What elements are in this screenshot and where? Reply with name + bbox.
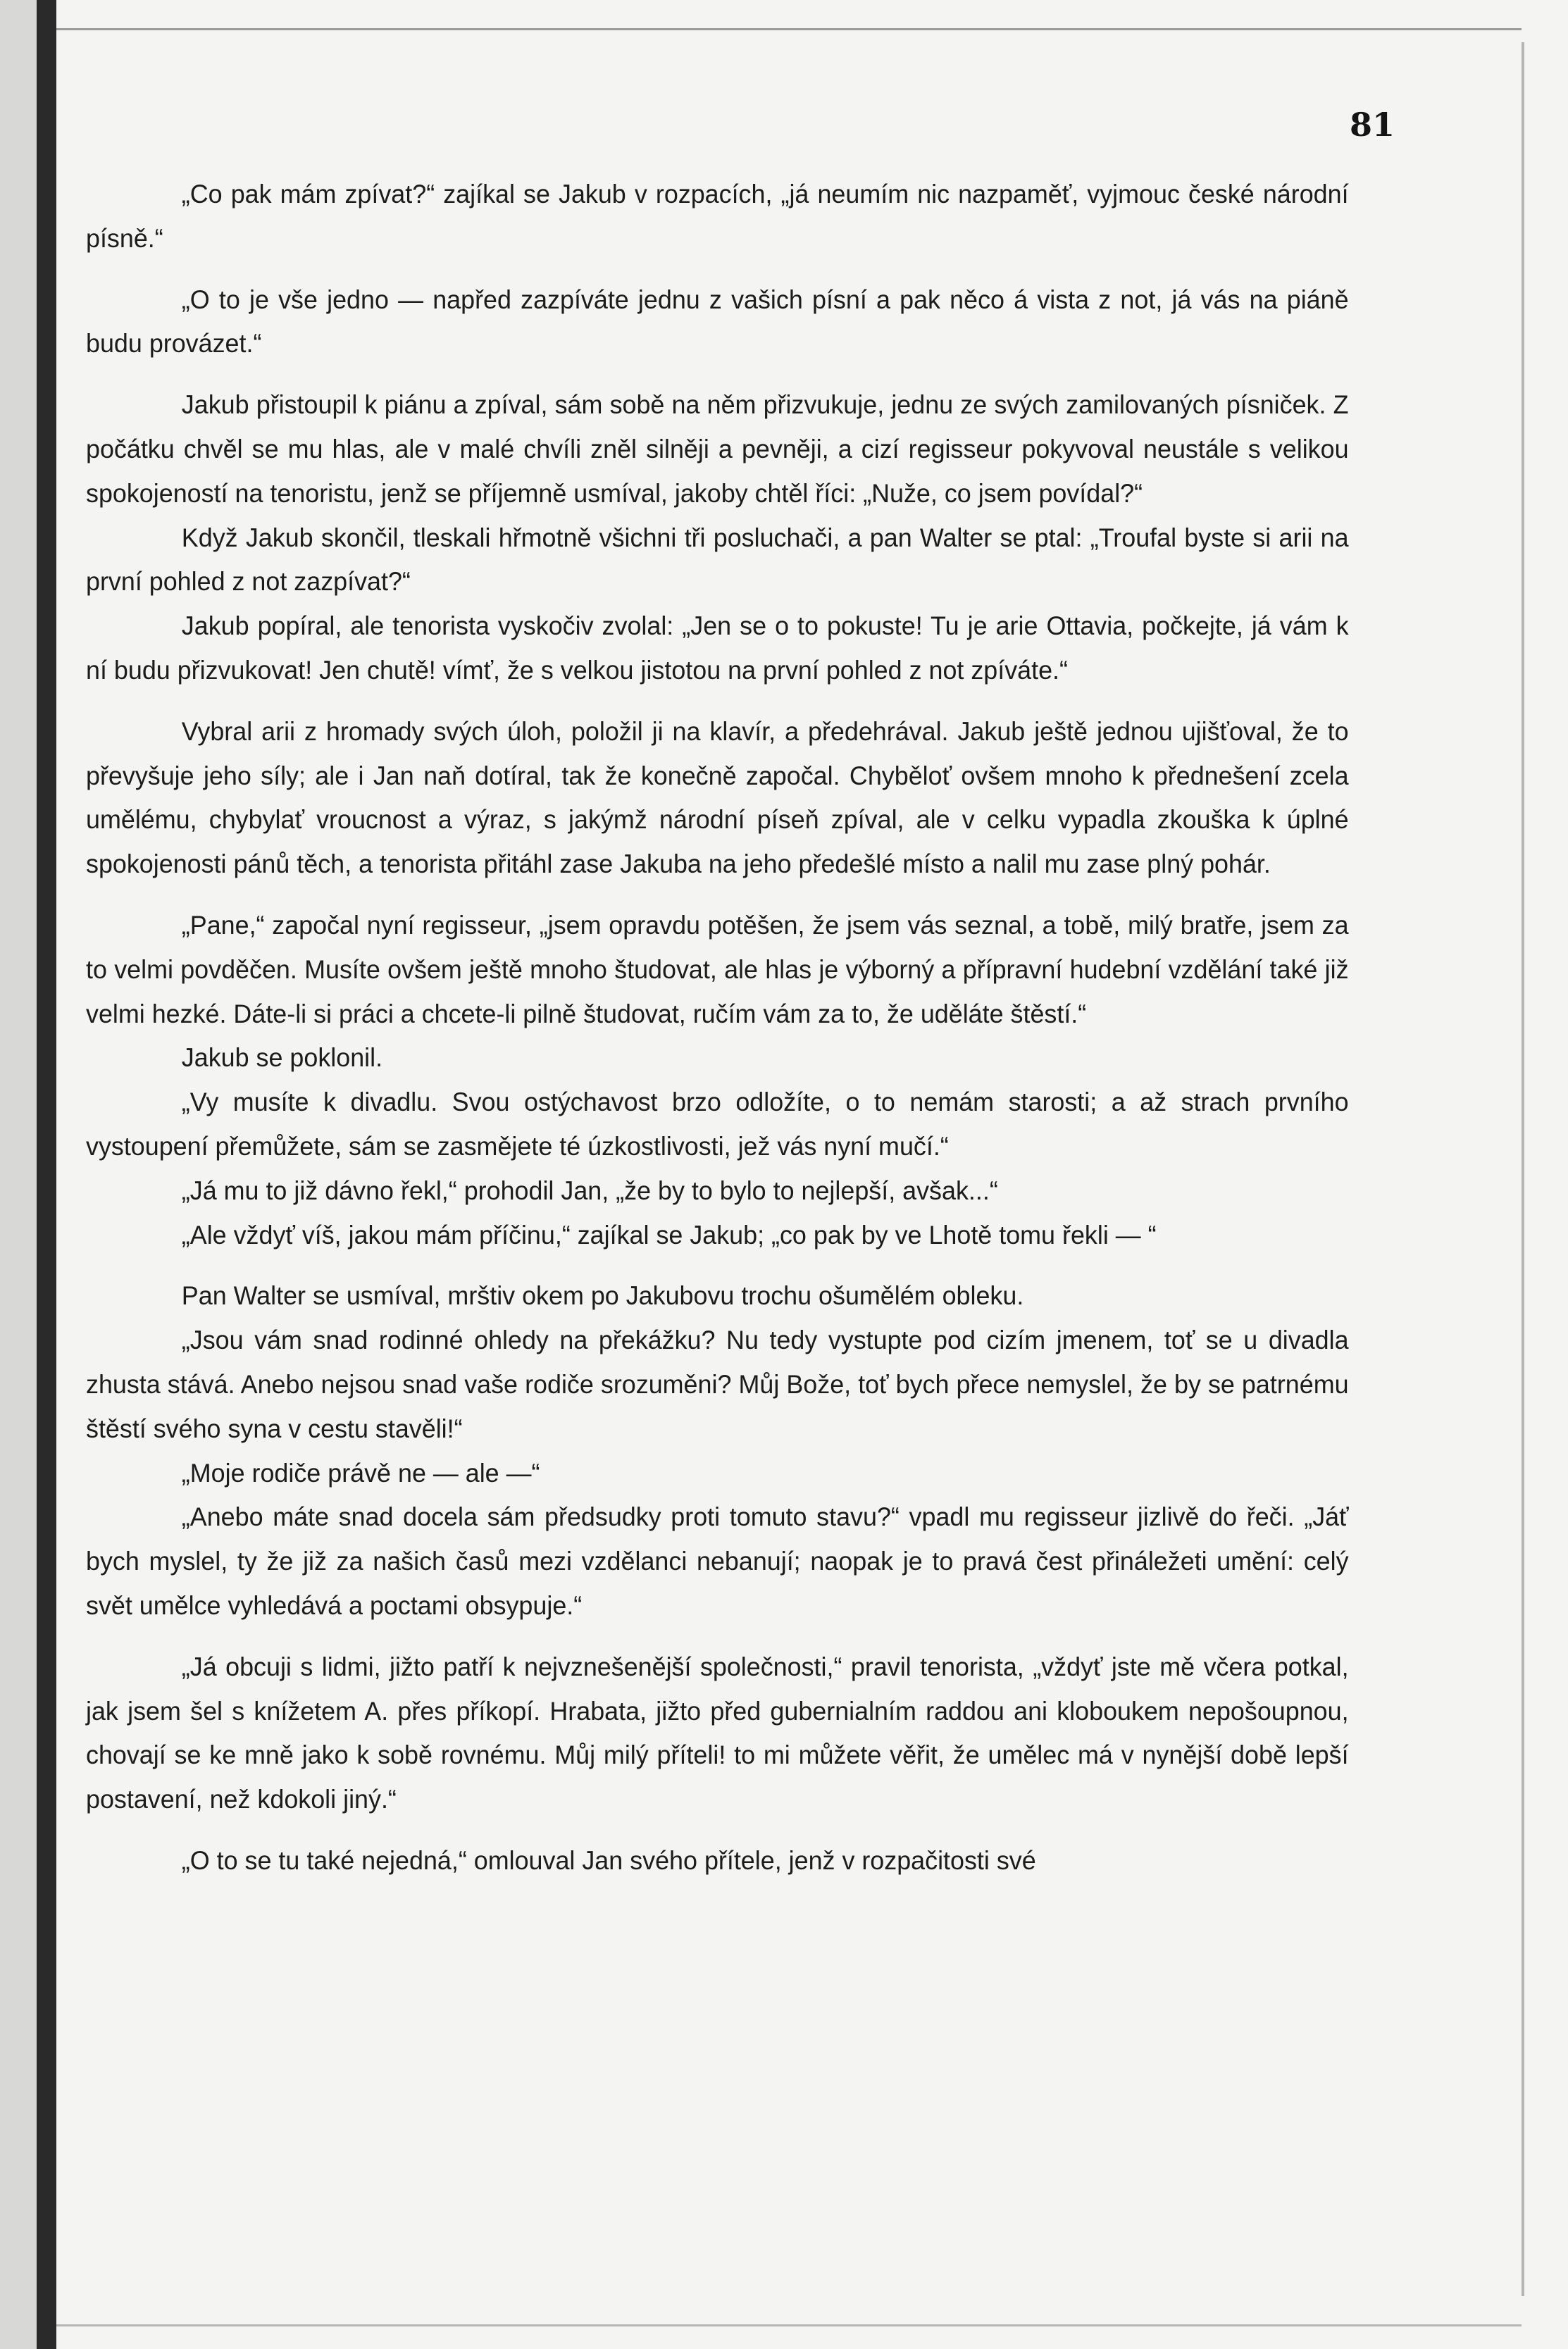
paragraph: „Anebo máte snad docela sám předsudky proti tomuto stavu?“ vpadl mu regisseur jizlivě do řeči. „Jáť bych myslel, ty že již za našich časů mezi vzdělanci nebanují; naopak je to pravá čest přináležeti umění: celý svět umělce vyhledává a poctami obsypuje.“: [86, 1502, 1349, 1620]
page-number: 81: [1349, 106, 1395, 144]
paragraph: „Co pak mám zpívat?“ zajíkal se Jakub v rozpacích, „já neumím nic nazpaměť, vyjmouc české národní písně.“: [86, 180, 1349, 253]
paragraph: „Moje rodiče právě ne — ale —“: [181, 1458, 540, 1488]
paragraph: „Pane,“ započal nyní regisseur, „jsem opravdu potěšen, že jsem vás seznal, a tobě, milý bratře, jsem za to velmi povděčen. Musíte ovšem ještě mnoho študovat, ale hlas je výborný a přípravní hudební vzdělání také již velmi hezké. Dáte-li si práci a chcete-li pilně študovat, ručím vám za to, že uděláte štěstí.“: [86, 910, 1349, 1028]
paragraph: „Jsou vám snad rodinné ohledy na překážku? Nu tedy vystupte pod cizím jmenem, toť se u divadla zhusta stává. Anebo nejsou snad vaše rodiče srozuměni? Můj Bože, toť bych přece nemyslel, že by se patrnému štěstí svého syna v cestu stavěli!“: [86, 1326, 1349, 1443]
paragraph: Jakub se poklonil.: [181, 1043, 383, 1073]
paragraph: Jakub popíral, ale tenorista vyskočiv zvolal: „Jen se o to pokuste! Tu je arie Ottavia, počkejte, já vám k ní budu přizvukovat! Jen chutě! vímť, že s velkou jistotou na první pohled z not zpíváte.“: [86, 611, 1349, 685]
paragraph: Jakub přistoupil k piánu a zpíval, sám sobě na něm přizvukuje, jednu ze svých zamilovaných písniček. Z počátku chvěl se mu hlas, ale v malé chvíli zněl silněji a pevněji, a cizí regisseur pokyvoval neustále s velikou spokojeností na tenoristu, jenž se příjemně usmíval, jakoby chtěl říci: „Nuže, co jsem povídal?“: [86, 390, 1349, 508]
body-text: [86, 173, 1349, 1883]
paragraph: „O to je vše jedno — napřed zazpíváte jednu z vašich písní a pak něco á vista z not, já vás na piáně budu provázet.“: [86, 285, 1349, 359]
paragraph: „Vy musíte k divadlu. Svou ostýchavost brzo odložíte, o to nemám starosti; a až strach prvního vystoupení přemůžete, sám se zasmějete té úzkostlivosti, jež vás nyní mučí.“: [86, 1088, 1349, 1161]
paragraph: Když Jakub skončil, tleskali hřmotně všichni tři posluchači, a pan Walter se ptal: „Troufal byste si arii na první pohled z not zazpívat?“: [86, 523, 1349, 597]
paragraph: Vybral arii z hromady svých úloh, položil ji na klavír, a předehrával. Jakub ještě jednou ujišťoval, že to převyšuje jeho síly; ale i Jan naň dotíral, tak že konečně započal. Chyběloť ovšem mnoho k přednešení zcela umělému, chybylať vroucnost a výraz, s jakýmž národní píseň zpíval, ale v celku vypadla zkouška k úplné spokojenosti pánů těch, a tenorista přitáhl zase Jakuba na jeho předešlé místo a nalil mu zase plný pohár.: [86, 716, 1349, 879]
paragraph: Pan Walter se usmíval, mrštiv okem po Jakubovu trochu ošumělém obleku.: [181, 1281, 1024, 1311]
paragraph: „Já obcuji s lidmi, jižto patří k nejvznešenější společnosti,“ pravil tenorista, „vždyť jste mě včera potkal, jak jsem šel s knížetem A. přes příkopí. Hrabata, jižto před gubernialním raddou ani kloboukem nepošoupnou, chovají se ke mně jako k sobě rovnému. Můj milý příteli! to mi můžete věřit, že umělec má v nynější době lepší postavení, než kdokoli jiný.“: [86, 1652, 1349, 1814]
bottom-page-edge: [56, 2324, 1522, 2326]
right-page-edge: [1522, 42, 1524, 2296]
paragraph: „O to se tu také nejedná,“ omlouval Jan svého přítele, jenž v rozpačitosti své: [181, 1845, 1036, 1875]
paragraph: „Já mu to již dávno řekl,“ prohodil Jan, „že by to bylo to nejlepší, avšak...“: [181, 1176, 998, 1205]
paragraph: „Ale vždyť víš, jakou mám příčinu,“ zajíkal se Jakub; „co pak by ve Lhotě tomu řekli — “: [181, 1220, 1157, 1250]
top-page-edge: [56, 28, 1522, 30]
binding-edge: [37, 0, 56, 2349]
